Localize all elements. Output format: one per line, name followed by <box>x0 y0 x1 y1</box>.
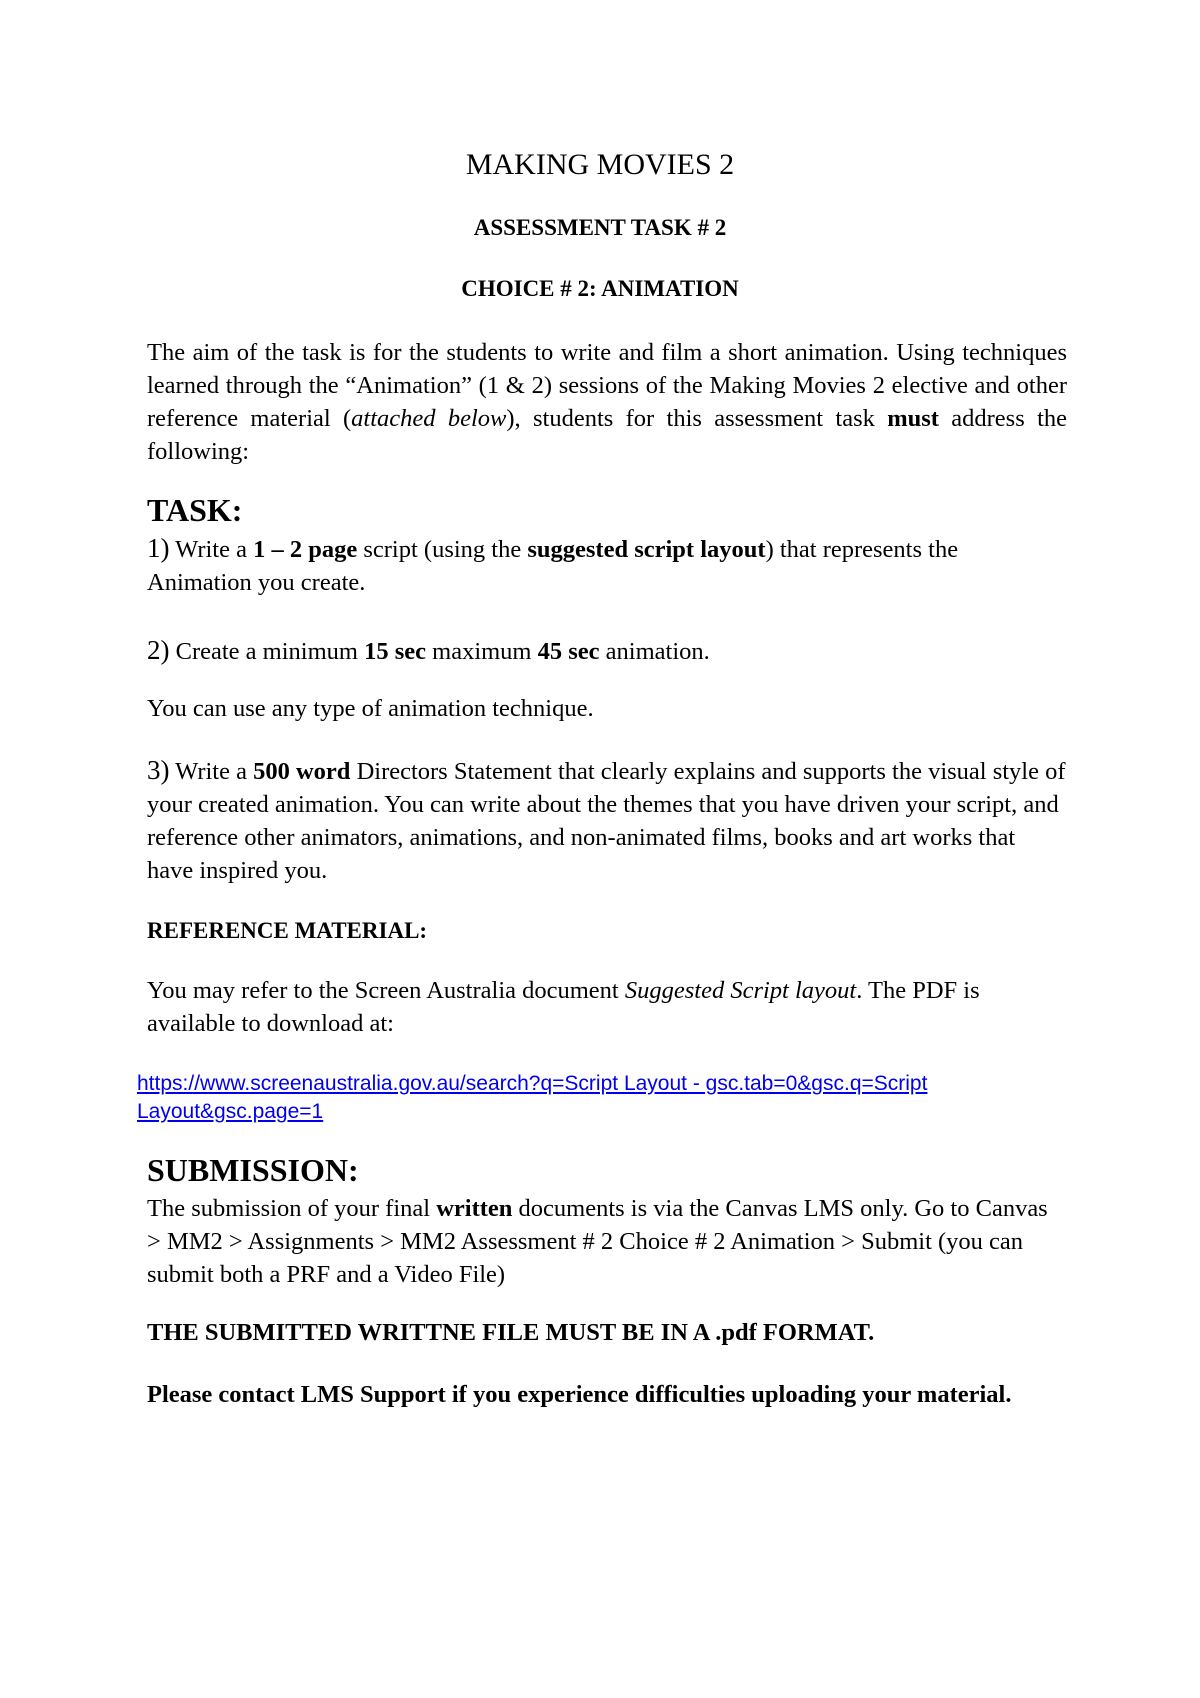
technique-note: You can use any type of animation technique. <box>147 695 594 722</box>
reference-paragraph <box>147 974 1067 1040</box>
task-item-3-number: 3) <box>147 755 170 785</box>
intro-bold: must <box>887 405 939 432</box>
task-item-3-text-1: Write a <box>169 758 254 785</box>
task-item-3-text-2: Directors Statement that clearly explains and supports the visual style of your created animation. You can write about the themes that you have driven your script, and reference other animators, animations, and non-animated films, books and art works that have inspired you. <box>147 758 1066 884</box>
intro-text-3: address the following: <box>147 405 1068 465</box>
task-item-2-bold-2: 45 sec <box>537 638 600 665</box>
task-item-3 <box>147 754 1067 887</box>
task-item-2-text-3: animation. <box>599 638 710 665</box>
task-item-1-bold-2: suggested script layout <box>527 536 766 563</box>
task-item-2-number: 2) <box>147 635 170 665</box>
task-item-2-text-2: maximum <box>426 638 538 665</box>
intro-text-1: The aim of the task is for the students to write and film a short animation. Using techniques learned through the “Animation” (1 & 2) sessions of the Making Movies 2 elective and other reference material ( <box>147 339 1067 432</box>
intro-text-2: ), students for this assessment task <box>506 405 888 432</box>
task-item-1 <box>147 532 1067 599</box>
submission-heading: SUBMISSION: <box>147 1152 359 1188</box>
task-item-1-text-1: Write a <box>169 536 254 563</box>
task-item-1-text-3: ) that represents the Animation you create. <box>147 536 959 596</box>
pdf-format-warning: THE SUBMITTED WRITTNE FILE MUST BE IN A .pdf FORMAT. <box>147 1319 875 1346</box>
document-title: MAKING MOVIES 2 <box>465 148 735 181</box>
task-item-1-number: 1) <box>147 533 170 563</box>
submission-paragraph <box>147 1192 1067 1291</box>
reference-text-1: You may refer to the Screen Australia document <box>147 977 625 1004</box>
choice-heading: CHOICE # 2: ANIMATION <box>461 276 739 301</box>
reference-heading: REFERENCE MATERIAL: <box>147 918 428 943</box>
task-heading: TASK: <box>147 492 243 528</box>
task-item-2-bold-1: 15 sec <box>364 638 427 665</box>
intro-italic: attached below <box>351 405 507 432</box>
intro-paragraph <box>147 336 1067 468</box>
reference-text-2: . The PDF is available to download at: <box>147 977 980 1037</box>
task-item-1-bold-1: 1 – 2 page <box>253 536 358 563</box>
screen-australia-link[interactable]: https://www.screenaustralia.gov.au/search?q=Script Layout - gsc.tab=0&gsc.q=Script Layout&gsc.page=1 <box>137 1072 928 1123</box>
task-item-3-bold-1: 500 word <box>253 758 351 785</box>
task-item-1-text-2: script (using the <box>357 536 528 563</box>
assessment-task-heading: ASSESSMENT TASK # 2 <box>473 215 727 240</box>
task-item-2-text-1: Create a minimum <box>169 638 365 665</box>
submission-bold: written <box>436 1195 513 1222</box>
submission-text-1: The submission of your final <box>147 1195 437 1222</box>
lms-support-note: Please contact LMS Support if you experience difficulties uploading your material. <box>147 1381 1012 1408</box>
task-item-2 <box>147 634 1067 668</box>
reference-italic: Suggested Script layout <box>624 977 857 1004</box>
submission-text-2: documents is via the Canvas LMS only. Go to Canvas > MM2 > Assignments > MM2 Assessment # 2 Choice # 2 Animation > Submit (you can submit both a PRF and a Video File) <box>147 1195 1048 1288</box>
